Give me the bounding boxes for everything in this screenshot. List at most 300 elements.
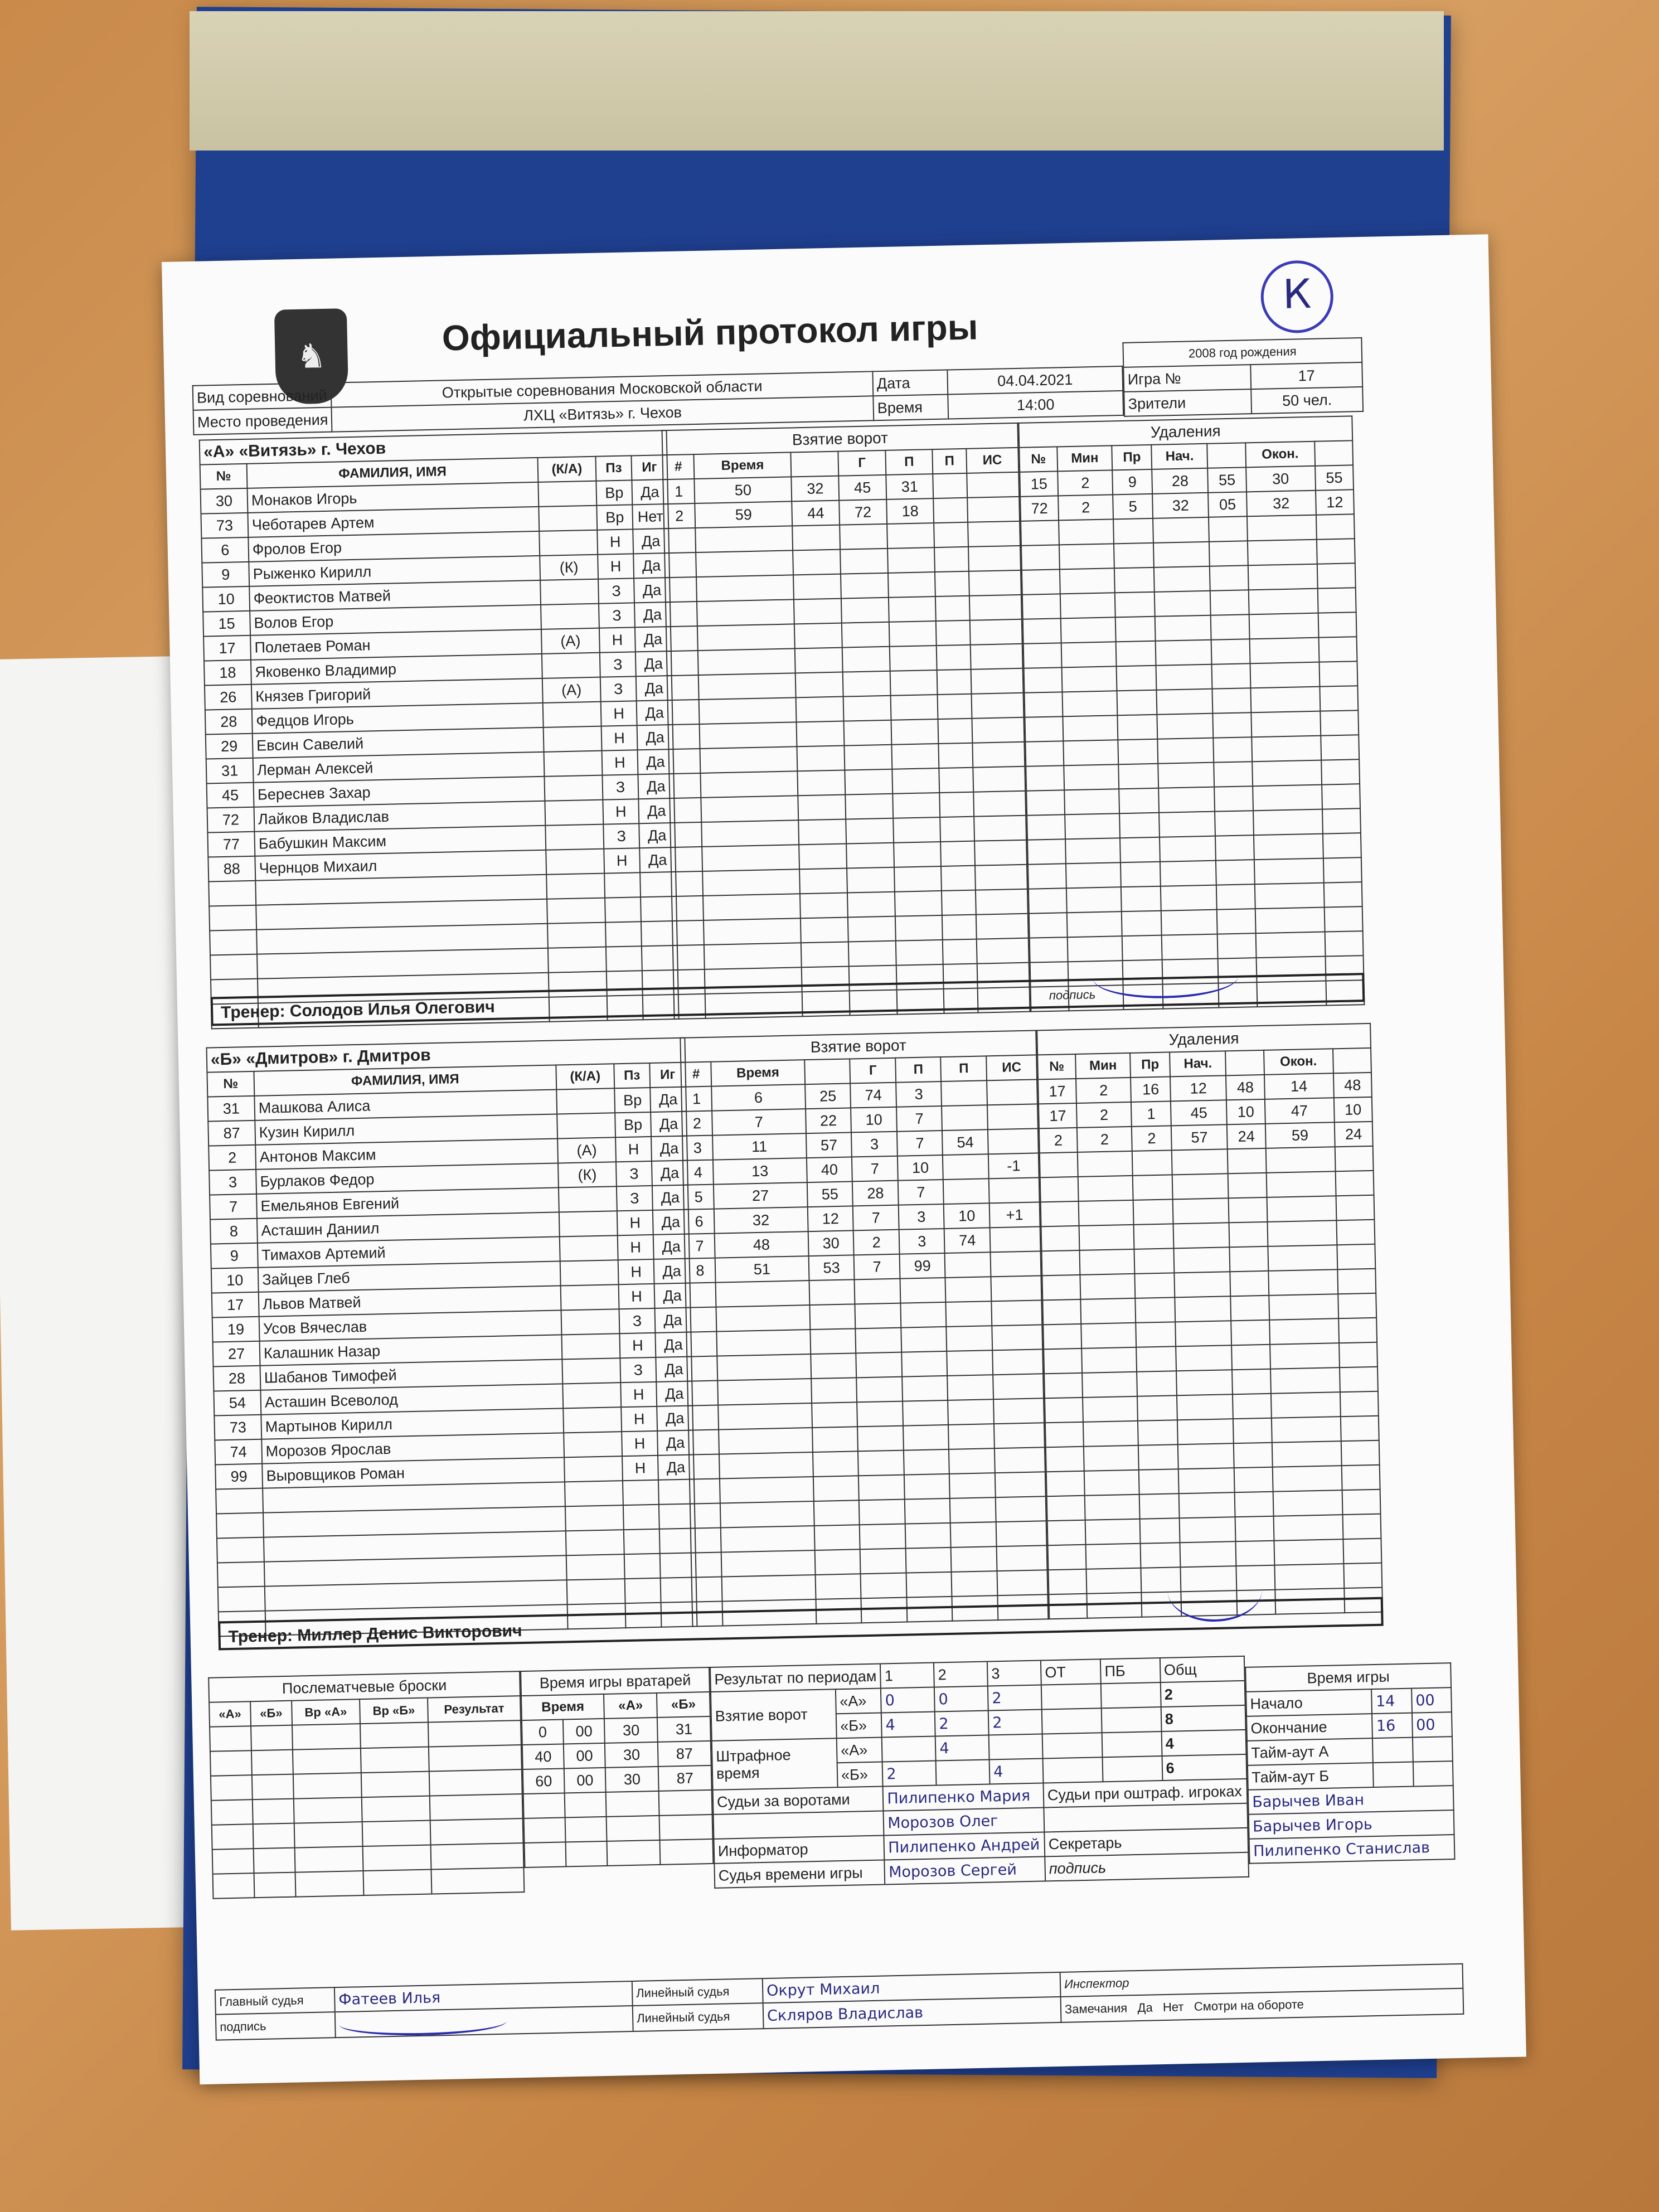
table-cell: Да [633,528,669,554]
table-cell: 3 [851,1132,897,1157]
table-cell: 30 [1246,466,1316,492]
table-cell: 32 [1152,493,1209,518]
table-cell [687,1381,718,1406]
table-cell [946,1301,992,1327]
table-cell [974,816,1026,841]
linesman-2: Скляров Владислав [763,1997,1061,2029]
table-cell [904,1474,950,1500]
table-cell [941,841,975,866]
table-cell [795,672,843,698]
table-cell [1336,1220,1375,1245]
table-cell [846,843,894,869]
table-cell: 48 [714,1231,808,1258]
table-cell [857,1401,903,1427]
table-cell [840,524,887,550]
table-cell: 2 [1132,1126,1172,1151]
table-cell: 2 [1058,494,1113,520]
table-cell [1232,1345,1270,1370]
table-cell [1139,1493,1180,1519]
table-cell [1120,862,1161,887]
table-cell [1078,1176,1133,1201]
table-cell: 73 [214,1415,261,1440]
table-cell [1082,1372,1137,1398]
table-cell [1317,588,1356,613]
table-cell [544,751,603,777]
informer-value: Пилипенко Андрей [884,1832,1045,1860]
table-cell [542,653,600,678]
table-cell [1179,1492,1235,1518]
table-cell [666,626,698,651]
table-cell [1323,857,1362,882]
period-col: 2 [934,1662,988,1687]
linesman-1: Окрут Михаил [763,1972,1061,2003]
column-header [804,1059,850,1084]
table-cell [1117,690,1157,715]
table-cell [1119,788,1159,813]
table-cell [1215,811,1253,836]
table-cell [667,675,699,700]
table-cell [847,892,895,918]
table-cell: Н [618,1259,654,1284]
table-cell [546,849,604,875]
game-number: 17 [1250,362,1362,389]
period-cell [1043,1757,1103,1783]
table-cell [940,817,974,842]
table-cell [888,572,936,598]
table-cell: 05 [1208,492,1246,517]
timekeeper-value: Морозов Сергей [885,1856,1046,1884]
table-cell [1046,1447,1084,1472]
table-cell: 45 [207,783,254,808]
table-cell [1041,1226,1080,1251]
table-cell [856,1352,902,1378]
table-cell: Да [658,1454,694,1479]
table-cell [861,1573,906,1599]
table-cell: (А) [541,628,600,654]
table-cell: 26 [205,685,252,710]
column-header: П [885,449,933,475]
team-b-roster [206,1037,698,1637]
table-cell [664,528,696,553]
team-a-label: «А» [836,1689,881,1714]
table-cell [848,916,896,942]
table-cell [688,1430,719,1455]
table-cell [670,822,702,847]
table-cell [1121,886,1161,911]
table-cell: Князев Григорий [251,678,543,709]
table-cell [1324,906,1362,932]
table-cell: 32 [792,476,840,502]
table-cell [971,693,1023,719]
period-col: Общ [1160,1656,1244,1682]
table-cell [1210,590,1249,615]
table-cell [1272,1441,1341,1467]
table-cell [1022,569,1060,594]
goals-label: Взятие ворот [711,1689,837,1741]
table-cell [934,547,968,572]
table-cell [1211,614,1249,639]
table-cell: 31 [657,1716,711,1742]
table-cell [1158,763,1214,788]
table-cell [1079,1200,1134,1226]
table-cell [860,1549,906,1574]
table-cell: 3 [209,1170,256,1195]
table-cell: Н [601,725,638,750]
table-cell: 77 [207,832,255,857]
table-cell: Да [652,1185,688,1210]
table-cell [1083,1421,1138,1447]
start-hour: 14 [1372,1689,1412,1714]
table-cell [1135,1297,1175,1322]
table-cell: 57 [1171,1124,1228,1150]
table-cell [560,1235,618,1261]
table-cell [1180,1517,1236,1542]
table-cell: Тимахов Артемий [258,1236,560,1267]
table-cell [1136,1322,1176,1347]
table-cell [809,1304,855,1330]
table-cell [1269,1318,1339,1345]
venue-value: ЛХЦ «Витязь» г. Чехов [332,396,874,431]
table-cell: +1 [989,1202,1040,1228]
goalie-time-title: Время игры вратарей [521,1667,710,1696]
table-cell [1118,715,1158,740]
table-cell [990,1226,1041,1252]
table-cell [1173,1223,1230,1248]
period-cell: 4 [989,1758,1044,1784]
table-cell [1253,785,1322,811]
table-cell [1027,814,1065,840]
table-cell [1265,1147,1335,1173]
column-header: Г [850,1058,896,1084]
table-cell [691,1552,722,1577]
table-cell [1234,1443,1272,1468]
table-cell: 2 [208,1145,256,1171]
table-cell [813,1476,859,1501]
table-cell [539,530,598,556]
column-header: П [933,449,967,474]
table-cell: 2 [663,503,695,528]
birth-year: 2008 год рождения [1123,338,1362,367]
table-cell [559,1186,617,1212]
table-cell: Вр [615,1112,651,1137]
table-cell [799,844,847,870]
timeout-b-label: Тайм-аут Б [1248,1763,1374,1790]
table-cell [895,915,943,941]
table-cell [665,577,697,602]
goal-judge-1: Пилипенко Мария [883,1783,1044,1811]
table-cell [976,914,1028,939]
table-cell [951,1546,997,1572]
table-cell [623,1505,659,1530]
column-header: Время [711,1060,805,1086]
table-cell [721,1550,815,1577]
table-cell: Монаков Игорь [248,482,539,513]
table-cell: Н [597,529,633,554]
table-cell [561,1309,620,1335]
table-cell [721,1526,815,1553]
table-cell [1132,1150,1172,1175]
team-b-goals [680,1030,1049,1627]
table-cell [540,579,599,605]
table-cell: Антонов Максим [255,1138,558,1169]
table-cell [671,871,703,896]
table-cell [860,1524,905,1550]
column-header: Мин [1075,1053,1131,1079]
table-cell [1209,516,1247,541]
table-cell: З [600,676,637,701]
table-cell: Да [651,1136,687,1161]
referee-sign-label: подпись [216,2012,336,2040]
time-value: 14:00 [948,391,1123,419]
table-cell: 99 [215,1464,263,1490]
table-cell [1136,1346,1176,1371]
goals-title: Взятие ворот [662,423,1018,455]
table-cell [1116,641,1156,666]
table-cell [1027,839,1066,864]
table-cell [1340,1367,1378,1392]
secretary-label: Секретарь [1044,1828,1248,1857]
col-pos: Пз [595,455,632,481]
goalie-time-table [520,1667,714,1868]
table-cell: Чернцов Михаил [255,850,546,881]
table-cell: 9 [202,562,249,588]
table-cell [1337,1244,1375,1269]
period-cell [1101,1682,1161,1708]
linesman-label: Линейный судья [633,2003,764,2031]
table-cell [793,550,841,575]
table-cell [1063,691,1118,716]
table-cell [1133,1175,1173,1200]
column-header: # [662,454,694,479]
table-cell: 72 [839,499,887,525]
table-cell [813,1451,858,1477]
shootout-table [208,1671,525,1899]
table-cell: -1 [988,1153,1039,1178]
table-cell: 28 [214,1366,261,1391]
table-cell [796,697,844,722]
table-cell: Н [619,1284,655,1309]
table-cell: 54 [214,1390,261,1416]
table-cell: 40 [522,1744,564,1769]
table-cell [673,945,705,970]
table-cell [992,1349,1043,1375]
table-cell [1172,1173,1229,1199]
table-cell: Да [638,774,674,799]
table-cell [716,1330,811,1356]
table-cell [1325,931,1363,956]
table-cell: 10 [898,1155,943,1181]
referee-signature [339,2009,507,2037]
table-cell [700,746,797,773]
table-cell [900,1302,946,1328]
table-cell [1044,1373,1083,1398]
table-cell [1086,1568,1142,1594]
table-cell [893,817,941,843]
table-cell [1026,765,1064,790]
table-cell [1272,1466,1342,1492]
time-label: Время [873,395,948,421]
table-cell [1177,1394,1233,1420]
table-cell: Федцов Игорь [252,703,544,734]
table-cell [794,623,842,649]
table-cell: 48 [1226,1075,1264,1100]
table-cell [1228,1173,1267,1198]
table-cell: 27 [213,1341,260,1367]
table-cell [815,1574,861,1599]
table-cell: Да [656,1381,692,1406]
table-cell [936,620,970,646]
table-cell [716,1305,810,1332]
table-cell [702,845,799,871]
table-cell [566,1530,624,1555]
table-cell: Феоктистов Матвей [249,580,541,611]
table-cell: Н [618,1235,654,1260]
table-cell: 73 [201,513,248,539]
table-cell [1114,567,1154,593]
table-cell: 53 [808,1255,854,1280]
table-cell [666,601,697,627]
table-cell [1064,764,1119,790]
table-cell [700,771,798,798]
table-cell [720,1501,814,1528]
table-cell [1317,563,1356,588]
table-cell [557,1113,615,1138]
table-cell [664,552,696,578]
table-cell [1115,592,1155,617]
table-cell [859,1500,905,1525]
table-cell [989,1177,1040,1203]
table-cell: Да [636,651,672,676]
table-cell [948,1399,994,1425]
table-cell [1137,1371,1177,1396]
table-cell: 87 [658,1765,712,1791]
table-cell [970,644,1022,670]
table-cell: З [616,1161,652,1186]
table-cell [1316,514,1355,539]
table-cell [699,722,797,749]
table-cell: З [598,578,634,603]
col-played: Иг [649,1063,686,1088]
table-cell [561,1284,619,1310]
table-cell [1025,692,1063,717]
table-cell [793,525,841,551]
table-cell: 2 [853,1230,899,1255]
table-cell: 4 [683,1160,714,1185]
table-cell [1157,689,1213,715]
table-cell: 30 [201,488,248,514]
table-cell [686,1307,716,1332]
table-cell: (А) [557,1137,616,1163]
period-total: 6 [1162,1754,1246,1781]
table-cell: 74 [215,1439,262,1465]
table-cell [1060,593,1115,618]
period-cell [1041,1684,1102,1709]
table-cell [996,1521,1047,1546]
table-cell [1338,1318,1377,1343]
team-b-coach: Тренер: Миллер Денис Викторович [228,1622,522,1647]
period-cell [1042,1733,1103,1758]
table-cell [625,1578,661,1603]
table-cell: 30 [808,1230,853,1256]
table-cell: Вр [614,1088,651,1113]
table-cell [1048,1569,1086,1594]
table-cell [210,930,257,955]
table-cell [1040,1177,1079,1202]
table-cell: 5 [683,1185,714,1210]
table-cell: Яковенко Владимир [251,654,542,685]
table-cell [937,645,971,670]
table-cell [945,1252,991,1278]
table-cell: 72 [1020,496,1059,521]
date-label: Дата [872,370,948,396]
table-cell [704,918,801,945]
table-cell [1215,835,1254,860]
table-cell [605,897,641,922]
table-cell: Львов Матвей [259,1286,561,1316]
table-cell: 18 [204,660,251,686]
table-cell: 99 [899,1253,945,1279]
table-cell [1266,1171,1336,1197]
table-cell [1255,932,1325,958]
column-header [1333,1048,1371,1073]
table-cell: Н [622,1431,658,1456]
table-cell: 88 [208,856,255,882]
table-cell: 55 [807,1181,853,1207]
table-cell: 24 [1335,1122,1373,1147]
table-cell: Нет [632,504,668,529]
table-cell [1175,1321,1231,1346]
table-cell [547,898,605,924]
table-cell: 28 [1152,468,1208,494]
table-cell [539,506,597,531]
table-cell: 2 [1076,1078,1131,1103]
table-cell [1160,861,1216,886]
table-cell: Н [621,1406,657,1432]
table-cell [988,1128,1039,1154]
table-cell: 60 [523,1768,565,1794]
table-cell: 59 [695,501,792,528]
table-cell [947,1350,993,1376]
table-cell [698,648,795,675]
table-cell [1059,519,1114,545]
table-cell: 7 [896,1106,942,1132]
table-cell: 22 [806,1108,851,1133]
period-total: 8 [1161,1705,1245,1731]
table-cell: 2 [1058,470,1113,496]
table-cell [1045,1422,1084,1447]
table-cell [858,1475,904,1501]
table-cell [992,1325,1042,1350]
table-cell [968,570,1021,596]
table-cell [1336,1195,1374,1220]
table-cell [797,746,845,772]
table-cell [1335,1171,1374,1196]
table-cell [934,498,968,523]
team-a-goals [662,423,1031,1020]
table-cell [1113,518,1153,544]
table-cell [1080,1249,1135,1275]
table-cell [698,673,796,700]
table-cell [845,794,893,819]
goal-judges-label: Судьи за воротами [713,1787,884,1815]
table-cell [692,1576,722,1602]
table-cell [1046,1471,1085,1496]
table-cell: 17 [1038,1079,1076,1104]
table-cell [1270,1367,1340,1394]
table-cell [948,1375,993,1400]
table-cell: З [620,1357,656,1382]
table-cell: 5 [1113,494,1153,519]
